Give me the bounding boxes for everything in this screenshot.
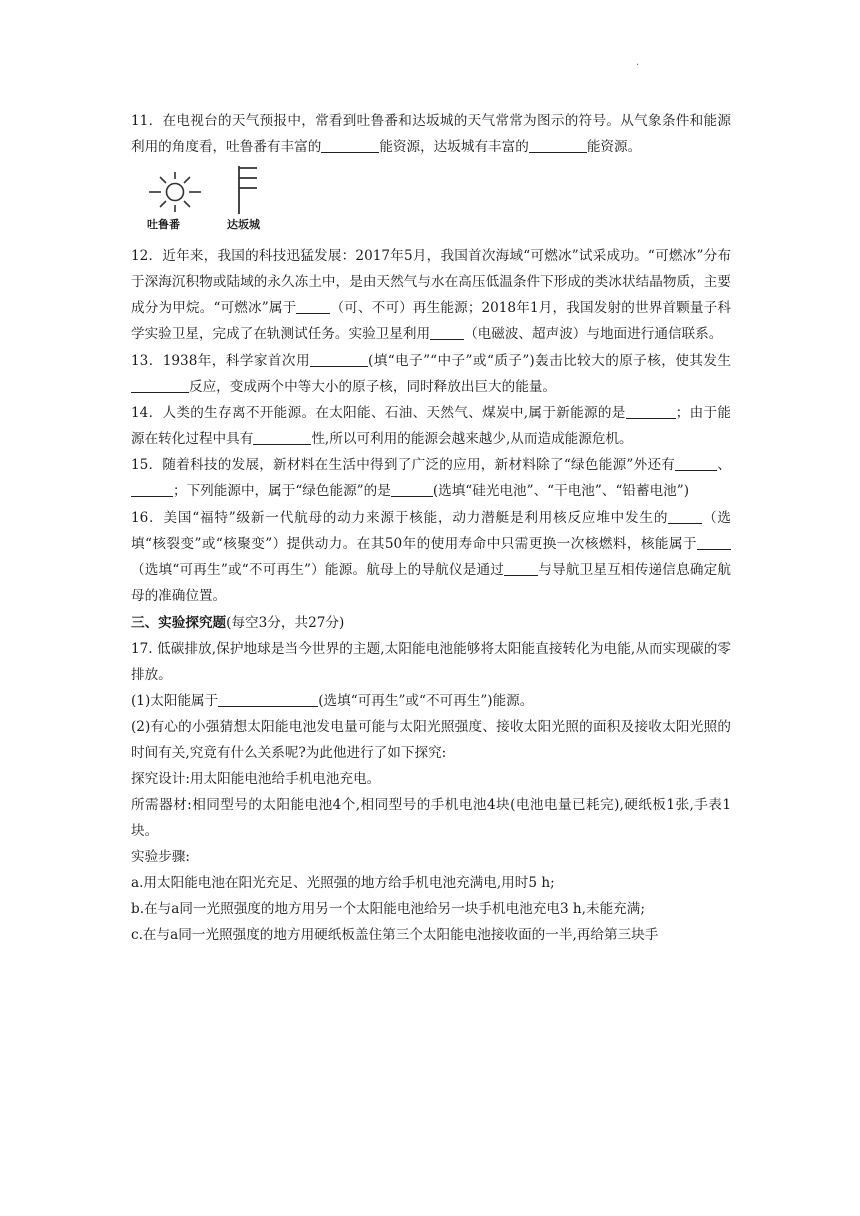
section-3-title: 三、实验探究题: [131, 615, 227, 631]
sun-icon: [145, 170, 205, 214]
blank-q15-2[interactable]: [131, 481, 173, 497]
q13-text-3: 反应，变成两个中等大小的原子核，同时释放出巨大的能量。: [189, 379, 557, 395]
blank-q17-1[interactable]: [218, 691, 318, 707]
question-12: [131, 243, 731, 347]
blank-q11-1[interactable]: [321, 137, 379, 153]
question-17-part-2: (2)有心的小强猜想太阳能电池发电量可能与太阳光照强度、接收太阳光照的面积及接收太阳光照的时间有关,究竟有什么关系呢?为此他进行了如下探究:: [131, 719, 731, 761]
section-3-heading: [131, 610, 731, 636]
page-dot: ·: [636, 60, 640, 71]
blank-q14-2[interactable]: [253, 429, 311, 445]
label-dabancheng: 达坂城: [227, 218, 260, 231]
blank-q12-1[interactable]: [296, 298, 330, 314]
question-17-intro: 17. 低碳排放,保护地球是当今世界的主题,太阳能电池能够将太阳能直接转化为电能,从而实现碳的零排放。: [131, 641, 731, 683]
blank-q15-1[interactable]: [675, 455, 717, 471]
blank-q13-1[interactable]: [310, 351, 368, 367]
question-17-part-1: [131, 688, 731, 714]
question-16: [131, 505, 731, 609]
blank-q12-2[interactable]: [430, 324, 464, 340]
blank-q16-1[interactable]: [668, 508, 702, 524]
blank-q14-1[interactable]: [626, 403, 676, 419]
q16-text-3: （选填“可再生”或“不可再生”）能源。航母上的导航仪是通过: [131, 562, 505, 578]
q13-text: 13．1938年，科学家首次用: [131, 353, 310, 369]
q15-text-2: 、: [717, 457, 731, 473]
q12-text-2: （可、不可）再生能源；2018年1月，我国发射的世界首颗量子科学实验卫星，完成了在轨测试任务。实验卫星利用: [131, 300, 731, 342]
q17-part1-text-2: (选填“可再生”或“不可再生”)能源。: [318, 693, 534, 709]
q14-text-3: 性,所以可利用的能源会越来越少,从而造成能源危机。: [311, 431, 633, 447]
q16-text-2: （选填“核裂变”或“核聚变”）提供动力。在其50年的使用寿命中只需更换一次核燃料，核能属于: [131, 510, 731, 552]
weather-figure: [131, 160, 731, 242]
blank-q13-2[interactable]: [131, 377, 189, 393]
q16-text-4: 与导航卫星互相传递信息确定航母的准确位置。: [131, 562, 732, 604]
q16-text: 16．美国“福特”级新一代航母的动力来源于核能，动力潜艇是利用核反应堆中发生的: [131, 510, 669, 526]
q17-part1-text: (1)太阳能属于: [131, 693, 219, 709]
q12-text-3: （电磁波、超声波）与地面进行通信联系。: [464, 326, 723, 342]
question-17-design: 探究设计:用太阳能电池给手机电池充电。: [131, 771, 381, 787]
question-17-step-b: b.在与a同一光照强度的地方用另一个太阳能电池给另一块手机电池充电3 h,未能充满;: [131, 901, 645, 917]
question-17-step-c: c.在与a同一光照强度的地方用硬纸板盖住第三个太阳能电池接收面的一半,再给第三块手: [131, 927, 659, 943]
question-15: [131, 452, 731, 504]
q15-text-4: (选填“硅光电池”、“干电池”、“铅蓄电池”): [432, 483, 690, 499]
q14-text: 14．人类的生存离不开能源。在太阳能、石油、天然气、煤炭中,属于新能源的是: [131, 405, 626, 421]
blank-q16-2[interactable]: [697, 534, 731, 550]
q11-text-3: 能资源。: [586, 139, 642, 155]
question-17-materials: 所需器材:相同型号的太阳能电池4个,相同型号的手机电池4块(电池电量已耗完),硬纸板1张,手表1块。: [131, 797, 731, 839]
q15-text-3: ；下列能源中，属于“绿色能源”的是: [173, 483, 391, 499]
blank-q15-3[interactable]: [391, 481, 433, 497]
question-13: [131, 348, 731, 400]
blank-q16-3[interactable]: [504, 560, 538, 576]
q14-text-2: ；由于能源在转化过程中具有: [131, 405, 732, 447]
question-17-steps-title: 实验步骤:: [131, 849, 190, 865]
q11-text: 11．在电视台的天气预报中，常看到吐鲁番和达坂城的天气常常为图示的符号。从气象条件和能源利用的角度看，吐鲁番有丰富的: [131, 113, 731, 155]
question-17-step-a: a.用太阳能电池在阳光充足、光照强的地方给手机电池充满电,用时5 h;: [131, 875, 555, 891]
document-content: [131, 108, 731, 948]
q12-text: 12．近年来，我国的科技迅猛发展：2017年5月，我国首次海域“可燃冰”试采成功。“可燃冰”分布于深海沉积物或陆域的永久冻土中，是由天然气与水在高压低温条件下形成的类冰状结晶物质，主要成分为甲烷。“可燃冰”属于: [131, 248, 731, 316]
blank-q11-2[interactable]: [529, 137, 587, 153]
question-11: [131, 108, 731, 160]
label-turpan: 吐鲁番: [147, 218, 180, 231]
q11-text-2: 能资源，达坂城有丰富的: [379, 139, 529, 155]
q15-text: 15．随着科技的发展，新材料在生活中得到了广泛的应用，新材料除了“绿色能源”外还有: [131, 457, 676, 473]
wind-flag-icon: [227, 164, 267, 216]
section-3-note: (每空3分，共27分): [226, 615, 345, 631]
q13-text-2: (填“电子”“中子”或“质子”)轰击比较大的原子核，使其发生: [367, 353, 731, 369]
question-14: [131, 400, 731, 452]
